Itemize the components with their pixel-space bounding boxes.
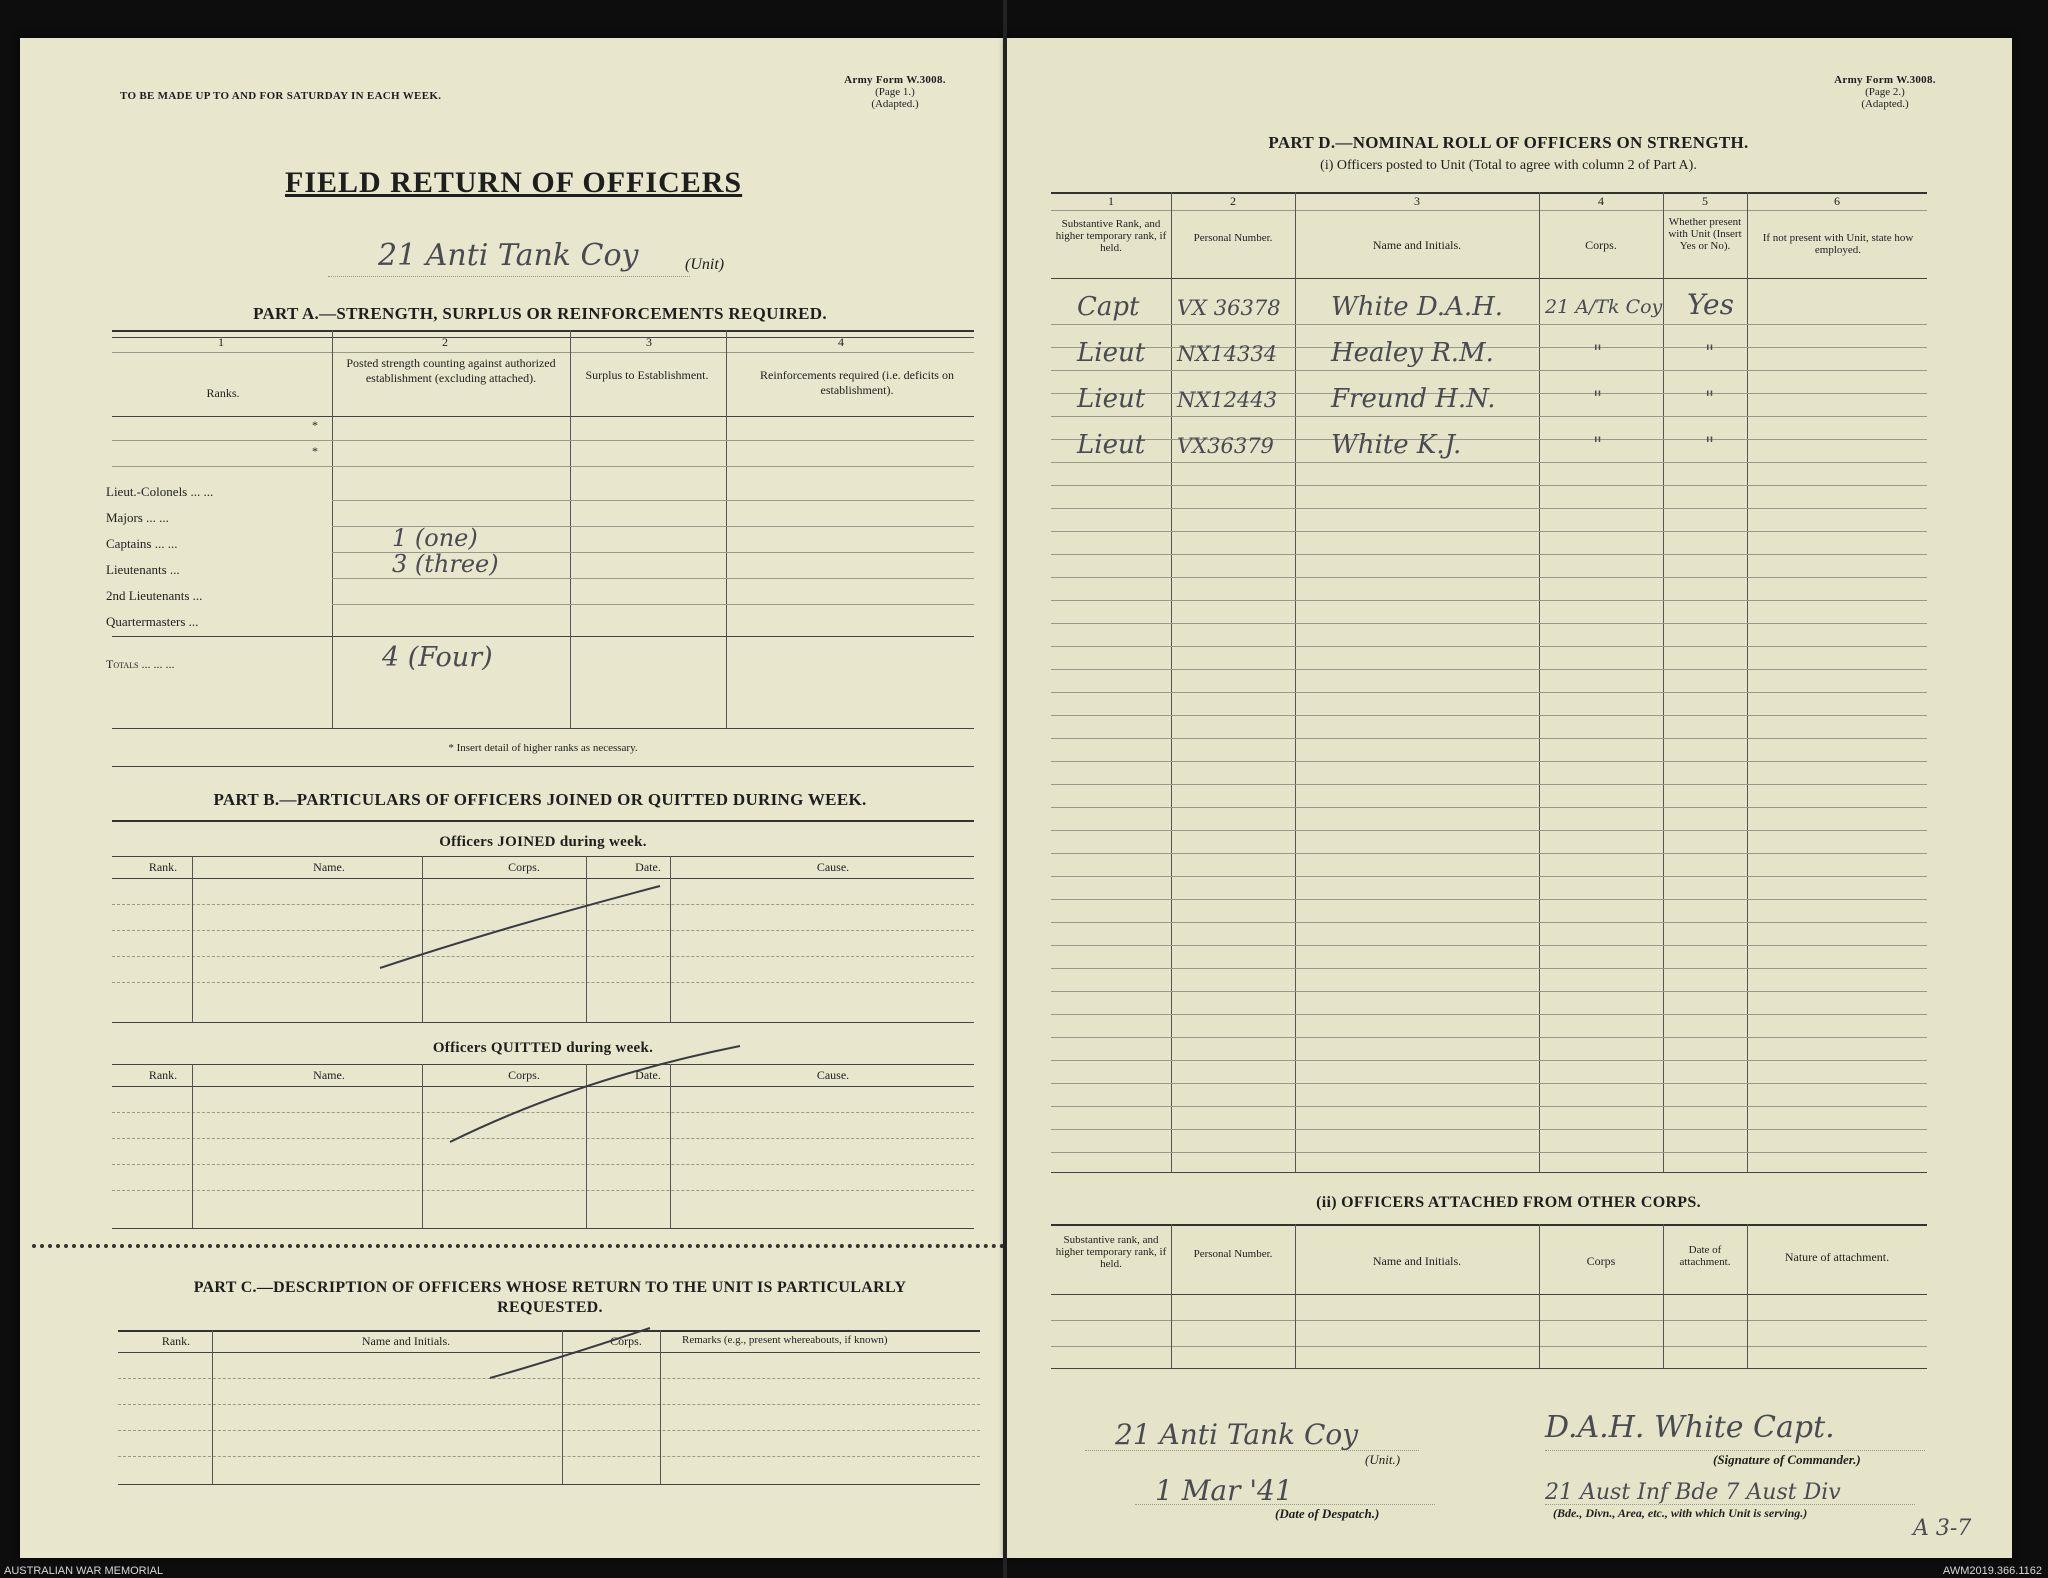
row2-number: NX14334 <box>1177 342 1278 366</box>
roll-line <box>1051 554 1927 555</box>
d-col-num-6: 6 <box>1834 194 1840 208</box>
lieutenants-handwritten: 3 (three) <box>392 550 499 578</box>
col-head-surplus: Surplus to Establishment. <box>585 368 709 382</box>
d-col-num-3: 3 <box>1414 194 1420 208</box>
quitted-heading: Officers QUITTED during week. <box>432 1040 654 1056</box>
row4-rank: Lieut <box>1077 430 1146 460</box>
roll-line <box>1051 623 1927 624</box>
bde-label: (Bde., Divn., Area, etc., with which Unit is serving.) <box>1553 1506 1808 1520</box>
part-c-col-rank: Rank. <box>161 1334 191 1348</box>
date-handwritten: 1 Mar '41 <box>1155 1474 1293 1507</box>
form-page-1 <box>20 38 1005 1558</box>
roll-line <box>1051 876 1927 877</box>
roll-line <box>1051 807 1927 808</box>
footer-left: AUSTRALIAN WAR MEMORIAL <box>4 1565 164 1577</box>
d2-head-date: Date of attachment. <box>1679 1244 1731 1268</box>
bde-handwritten: 21 Aust Inf Bde 7 Aust Div <box>1545 1480 1841 1505</box>
signature-handwritten: D.A.H. White Capt. <box>1545 1410 1835 1445</box>
part-c-col-corps: Corps. <box>610 1334 642 1348</box>
col-num-2: 2 <box>442 335 448 349</box>
row4-present: " <box>1705 432 1715 456</box>
d-col-num-5: 5 <box>1702 194 1708 208</box>
roll-line <box>1051 370 1927 371</box>
d-head-name: Name and Initials. <box>1372 238 1462 252</box>
roll-line <box>1051 784 1927 785</box>
row1-number: VX 36378 <box>1177 296 1281 320</box>
sign-unit-label: (Unit.) <box>1365 1452 1401 1467</box>
unit-handwritten: 21 Anti Tank Coy <box>378 238 639 273</box>
roll-line <box>1051 945 1927 946</box>
roll-line <box>1051 324 1927 325</box>
roll-line <box>1051 600 1927 601</box>
quitted-col-corps: Corps. <box>508 1068 540 1082</box>
row3-corps: " <box>1593 386 1603 410</box>
rank-captains: Captains ... ... <box>106 536 178 551</box>
col-head-ranks: Ranks. <box>206 386 240 400</box>
col-head-posted: Posted strength counting against authorized establishment (excluding attached). <box>346 356 556 385</box>
rank-quartermasters: Quartermasters ... <box>106 614 199 629</box>
col-num-4: 4 <box>838 335 844 349</box>
row3-number: NX12443 <box>1177 388 1278 412</box>
part-c-heading: PART C.—DESCRIPTION OF OFFICERS WHOSE RETURN TO THE UNIT IS PARTICULARLY REQUESTED. <box>193 1279 907 1316</box>
form-page-2 <box>1005 38 2012 1558</box>
row2-present: " <box>1705 340 1715 364</box>
joined-heading: Officers JOINED during week. <box>439 834 647 850</box>
row2-rank: Lieut <box>1077 338 1146 368</box>
row1-name: White D.A.H. <box>1331 292 1504 322</box>
row2-corps: " <box>1593 340 1603 364</box>
corner-handwritten: A 3-7 <box>1913 1516 1972 1541</box>
d-col-num-4: 4 <box>1598 194 1604 208</box>
d2-head-number: Personal Number. <box>1193 1248 1273 1260</box>
binding-fold <box>1003 0 1007 1578</box>
footer-right: AWM2019.366.1162 <box>1942 1565 2042 1577</box>
roll-line <box>1051 1014 1927 1015</box>
roll-line <box>1051 1152 1927 1153</box>
rank-lieut-colonels: Lieut.-Colonels ... ... <box>106 484 214 499</box>
roll-line <box>1051 761 1927 762</box>
col-num-3: 3 <box>646 335 652 349</box>
roll-line <box>1051 1106 1927 1107</box>
row1-corps: 21 A/Tk Coy <box>1545 296 1663 318</box>
d-col-num-2: 2 <box>1230 194 1236 208</box>
quitted-col-rank: Rank. <box>148 1068 178 1082</box>
joined-col-corps: Corps. <box>508 860 540 874</box>
roll-line <box>1051 830 1927 831</box>
army-form-label: Army Form W.3008. (Page 1.) (Adapted.) <box>844 74 946 110</box>
star-row-2: * <box>312 444 318 458</box>
d-head-number: Personal Number. <box>1193 232 1273 244</box>
roll-line <box>1051 738 1927 739</box>
row2-name: Healey R.M. <box>1331 338 1494 368</box>
col-num-1: 1 <box>218 335 224 349</box>
quitted-col-date: Date. <box>635 1068 661 1082</box>
sign-unit-handwritten: 21 Anti Tank Coy <box>1115 1418 1359 1451</box>
totals-label: Totals ... ... ... <box>106 657 175 671</box>
signature-label: (Signature of Commander.) <box>1713 1452 1861 1467</box>
roll-line <box>1051 485 1927 486</box>
strike-lines <box>20 38 1005 1558</box>
part-a-heading: PART A.—STRENGTH, SURPLUS OR REINFORCEMENTS REQUIRED. <box>253 304 827 323</box>
rank-majors: Majors ... ... <box>106 510 169 525</box>
roll-line <box>1051 531 1927 532</box>
roll-line <box>1051 853 1927 854</box>
row1-rank: Capt <box>1077 292 1140 322</box>
roll-line <box>1051 577 1927 578</box>
row4-corps: " <box>1593 432 1603 456</box>
roll-line <box>1051 968 1927 969</box>
roll-line <box>1051 416 1927 417</box>
part-c-col-name: Name and Initials. <box>361 1334 451 1348</box>
roll-line <box>1051 1060 1927 1061</box>
roll-line <box>1051 899 1927 900</box>
roll-line <box>1051 462 1927 463</box>
row4-name: White K.J. <box>1331 430 1462 460</box>
quitted-col-name: Name. <box>313 1068 345 1082</box>
unit-label: (Unit) <box>685 256 725 273</box>
roll-line <box>1051 692 1927 693</box>
joined-col-cause: Cause. <box>816 860 850 874</box>
roll-line <box>1051 715 1927 716</box>
row3-present: " <box>1705 386 1715 410</box>
part-a-footnote: * Insert detail of higher ranks as necessary. <box>448 742 638 754</box>
roll-line <box>1051 1037 1927 1038</box>
row1-present: Yes <box>1687 288 1734 321</box>
d-col-num-1: 1 <box>1108 194 1114 208</box>
part-d2-heading: (ii) OFFICERS ATTACHED FROM OTHER CORPS. <box>1316 1194 1701 1211</box>
d2-head-rank: Substantive rank, and higher temporary rank, if held. <box>1055 1234 1167 1270</box>
roll-line <box>1051 922 1927 923</box>
row3-name: Freund H.N. <box>1331 384 1496 414</box>
d2-head-corps: Corps <box>1586 1254 1616 1268</box>
star-row-1: * <box>312 418 318 432</box>
roll-line <box>1051 508 1927 509</box>
d2-head-nature: Nature of attachment. <box>1784 1250 1890 1264</box>
roll-line <box>1051 646 1927 647</box>
col-head-reinforcements: Reinforcements required (i.e. deficits on establishment). <box>760 368 954 397</box>
joined-col-name: Name. <box>313 860 345 874</box>
row3-rank: Lieut <box>1077 384 1146 414</box>
form-title: FIELD RETURN OF OFFICERS <box>285 166 743 199</box>
quitted-col-cause: Cause. <box>816 1068 850 1082</box>
roll-line <box>1051 1083 1927 1084</box>
part-c-col-remarks: Remarks (e.g., present whereabouts, if known) <box>682 1334 888 1346</box>
d-head-employed: If not present with Unit, state how employed. <box>1762 232 1914 256</box>
top-note: TO BE MADE UP TO AND FOR SATURDAY IN EACH WEEK. <box>120 90 442 102</box>
army-form-label-2: Army Form W.3008. (Page 2.) (Adapted.) <box>1834 74 1936 110</box>
joined-col-rank: Rank. <box>148 860 178 874</box>
rank-2nd-lieutenants: 2nd Lieutenants ... <box>106 588 203 603</box>
d2-head-name: Name and Initials. <box>1372 1254 1462 1268</box>
part-b-heading: PART B.—PARTICULARS OF OFFICERS JOINED OR QUITTED DURING WEEK. <box>213 790 867 809</box>
d-head-present: Whether present with Unit (Insert Yes or No). <box>1668 216 1742 252</box>
rank-lieutenants: Lieutenants ... <box>106 562 180 577</box>
part-d-sub: (i) Officers posted to Unit (Total to agree with column 2 of Part A). <box>1320 158 1697 173</box>
d-head-corps: Corps. <box>1585 238 1617 252</box>
totals-handwritten: 4 (Four) <box>382 642 493 673</box>
roll-line <box>1051 1129 1927 1130</box>
roll-line <box>1051 669 1927 670</box>
joined-col-date: Date. <box>635 860 661 874</box>
part-d-heading: PART D.—NOMINAL ROLL OF OFFICERS ON STRENGTH. <box>1268 133 1749 152</box>
captains-handwritten: 1 (one) <box>392 524 478 552</box>
row4-number: VX36379 <box>1177 434 1274 458</box>
date-label: (Date of Despatch.) <box>1275 1506 1380 1521</box>
roll-line <box>1051 991 1927 992</box>
d-head-rank: Substantive Rank, and higher temporary rank, if held. <box>1055 218 1167 254</box>
